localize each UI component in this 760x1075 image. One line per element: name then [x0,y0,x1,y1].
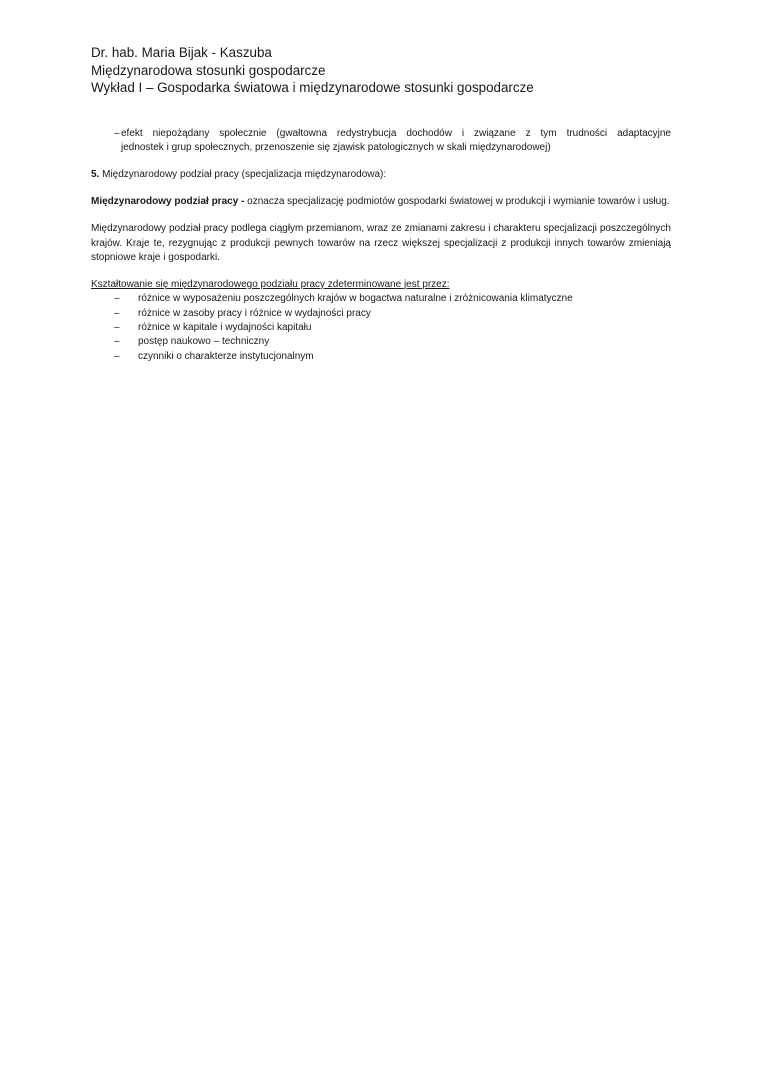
list-item-text: postęp naukowo – techniczny [138,336,270,348]
factors-heading [91,278,671,292]
dash-bullet: – [114,293,120,305]
list-item [91,292,671,306]
definition-paragraph [91,195,671,209]
factors-heading-text: Kształtowanie się międzynarodowego podziału pracy zdeterminowane jest przez: [91,278,450,290]
list-item [91,307,671,321]
page-header [91,44,534,97]
body-paragraph: Międzynarodowy podział pracy podlega ciągłym przemianom, wraz ze zmianami zakresu i charakteru specjalizacji poszczególnych krajów. Kraje te, rezygnując z produkcji pewnych towarów na rzecz większej specjalizacji z produkcji innych towarów zmieniają stopniowe kraje i gospodarki. [91,223,671,263]
dash-bullet: – [114,322,120,334]
author-line: Dr. hab. Maria Bijak - Kaszuba [91,45,272,60]
list-item [91,321,671,335]
definition-term: Międzynarodowy podział pracy - [91,196,245,208]
list-item-text: różnice w kapitale i wydajności kapitału [138,322,312,334]
dash-bullet: – [114,307,120,319]
section-title: Międzynarodowy podział pracy (specjalizacja międzynarodowa): [102,169,387,181]
dash-bullet: – [114,128,120,139]
section-heading [91,168,671,182]
section-number: 5. [91,169,100,181]
intro-list-item [91,127,671,156]
list-item-text: różnice w zasoby pracy i różnice w wydajności pracy [138,307,371,319]
list-item [91,335,671,349]
dash-bullet: – [114,336,120,348]
course-line: Międzynarodowa stosunki gospodarcze [91,62,326,78]
list-item-text: różnice w wyposażeniu poszczególnych krajów w bogactwa naturalne i zróżnicowania klimatyczne [138,293,573,305]
factors-list [91,292,671,364]
lecture-title: Wykład I – Gospodarka światowa i międzynarodowe stosunki gospodarcze [91,80,534,96]
dash-bullet: – [114,350,120,362]
intro-line-2: jednostek i grup społecznych, przenoszenie się zjawisk patologicznych w skali międzynarodowej) [121,142,551,154]
list-item-text: czynniki o charakterze instytucjonalnym [138,350,314,362]
list-item [91,350,671,364]
document-body [91,127,671,364]
definition-text: oznacza specjalizację podmiotów gospodarki światowej w produkcji i wymianie towarów i usług. [244,196,670,208]
intro-line-1: efekt niepożądany społecznie (gwałtowna redystrybucja dochodów i związane z tym trudności adaptacyjne [121,128,671,139]
